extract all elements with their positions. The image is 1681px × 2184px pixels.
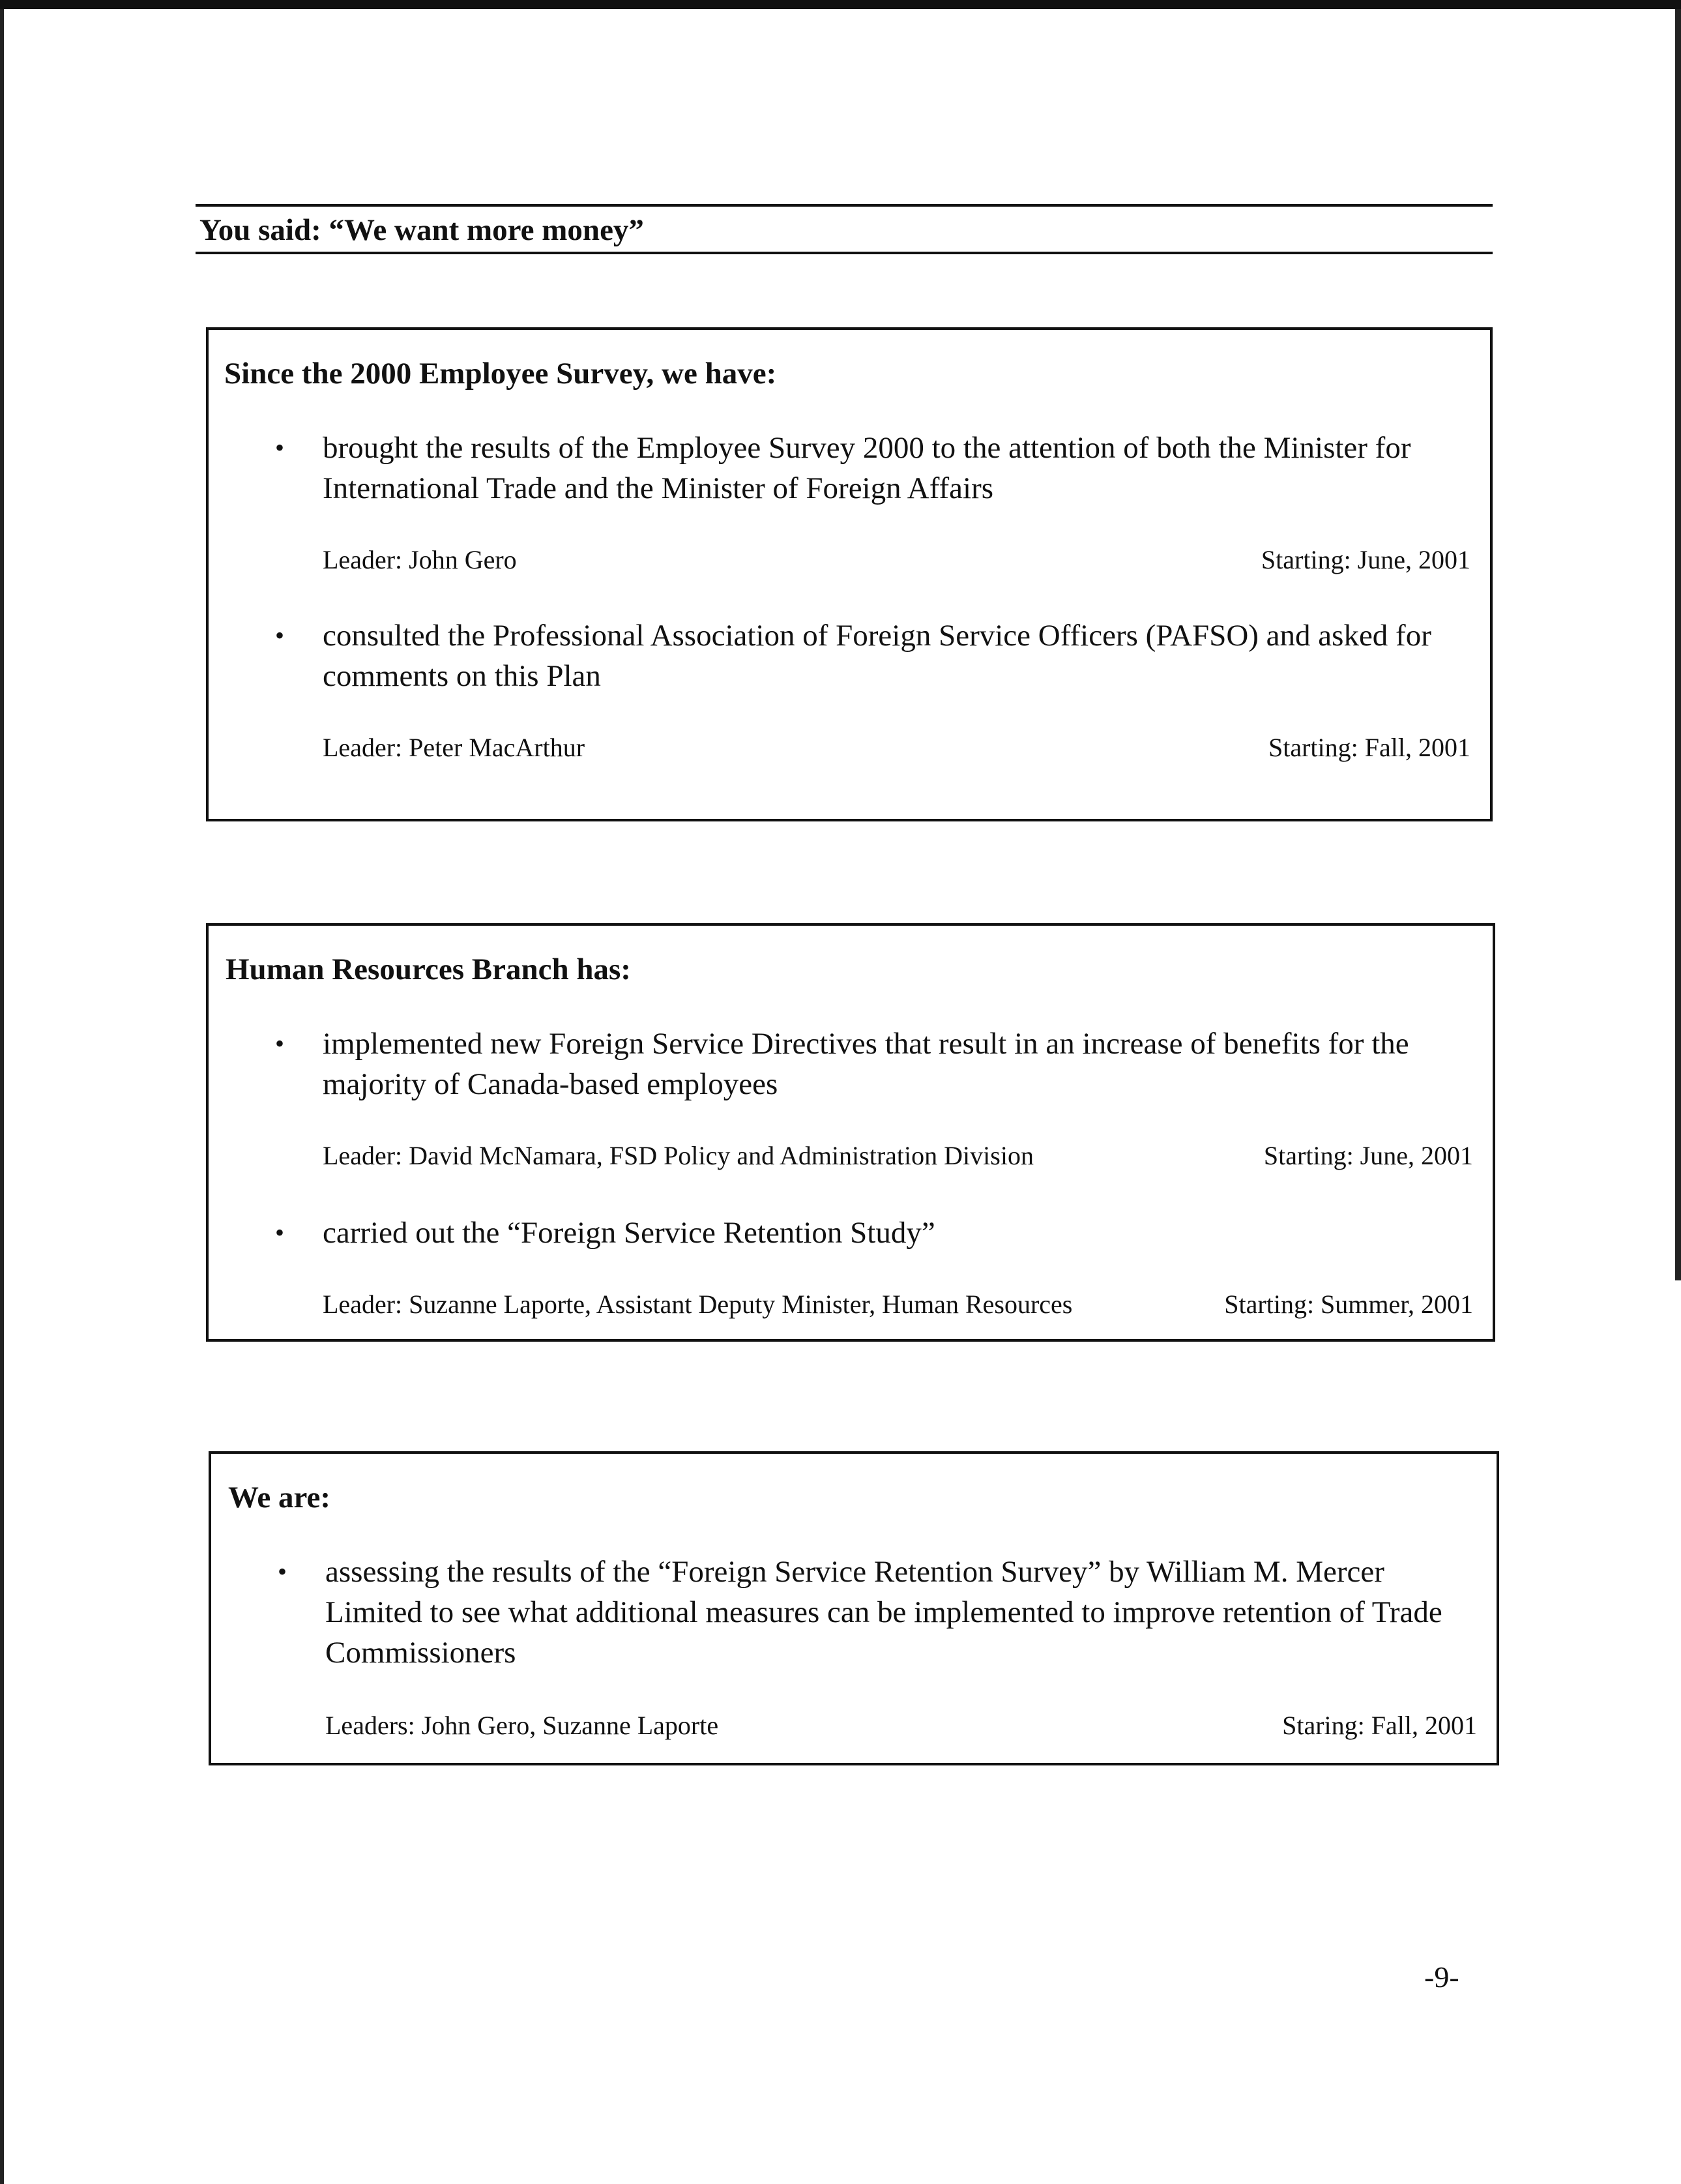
leader-text: Leader: Peter MacArthur (323, 733, 585, 762)
starting-date: Starting: June, 2001 (1263, 1141, 1473, 1170)
starting-date: Starting: Summer, 2001 (1224, 1290, 1473, 1319)
leader-text: Leaders: John Gero, Suzanne Laporte (325, 1711, 719, 1740)
leader-text: Leader: John Gero (323, 545, 517, 574)
accomplishments-box (206, 327, 1493, 821)
page-number: -9- (1424, 1960, 1459, 1994)
box-title: We are: (228, 1481, 331, 1514)
box-title: Since the 2000 Employee Survey, we have: (224, 357, 777, 391)
current-actions-box (209, 1451, 1499, 1765)
item-text: carried out the “Foreign Service Retention Study” (323, 1216, 935, 1250)
starting-date: Starting: Fall, 2001 (1268, 733, 1470, 762)
starting-date: Starting: June, 2001 (1261, 545, 1470, 574)
scan-border-left (0, 9, 4, 2184)
item-text: assessing the results of the “Foreign Service Retention Survey” by William M. Mercer Limited to see what additional measures can be implemented to improve retention of Trade Commissioners (325, 1555, 1442, 1670)
leader-text: Leader: David McNamara, FSD Policy and Administration Division (323, 1141, 1034, 1170)
bullet-icon: • (275, 1218, 285, 1247)
item-text: brought the results of the Employee Survey 2000 to the attention of both the Minister for International Trade and the Minister of Foreign Affairs (323, 431, 1411, 505)
starting-date: Staring: Fall, 2001 (1282, 1711, 1477, 1740)
item-text: consulted the Professional Association of Foreign Service Officers (PAFSO) and asked for comments on this Plan (323, 619, 1431, 693)
leader-text: Leader: Suzanne Laporte, Assistant Deputy Minister, Human Resources (323, 1290, 1073, 1319)
hr-branch-box (206, 923, 1495, 1342)
heading-rule-bottom (196, 252, 1493, 254)
bullet-icon: • (275, 1029, 285, 1058)
bullet-icon: • (278, 1557, 287, 1586)
heading-rule-top (196, 204, 1493, 207)
scan-border-right (1675, 9, 1681, 1280)
section-heading: You said: “We want more money” (199, 213, 644, 247)
item-text: implemented new Foreign Service Directives that result in an increase of benefits for the majority of Canada-based employees (323, 1027, 1409, 1101)
bullet-icon: • (275, 433, 285, 462)
bullet-icon: • (275, 621, 285, 650)
box-title: Human Resources Branch has: (226, 952, 631, 986)
scan-border-top (0, 0, 1681, 9)
